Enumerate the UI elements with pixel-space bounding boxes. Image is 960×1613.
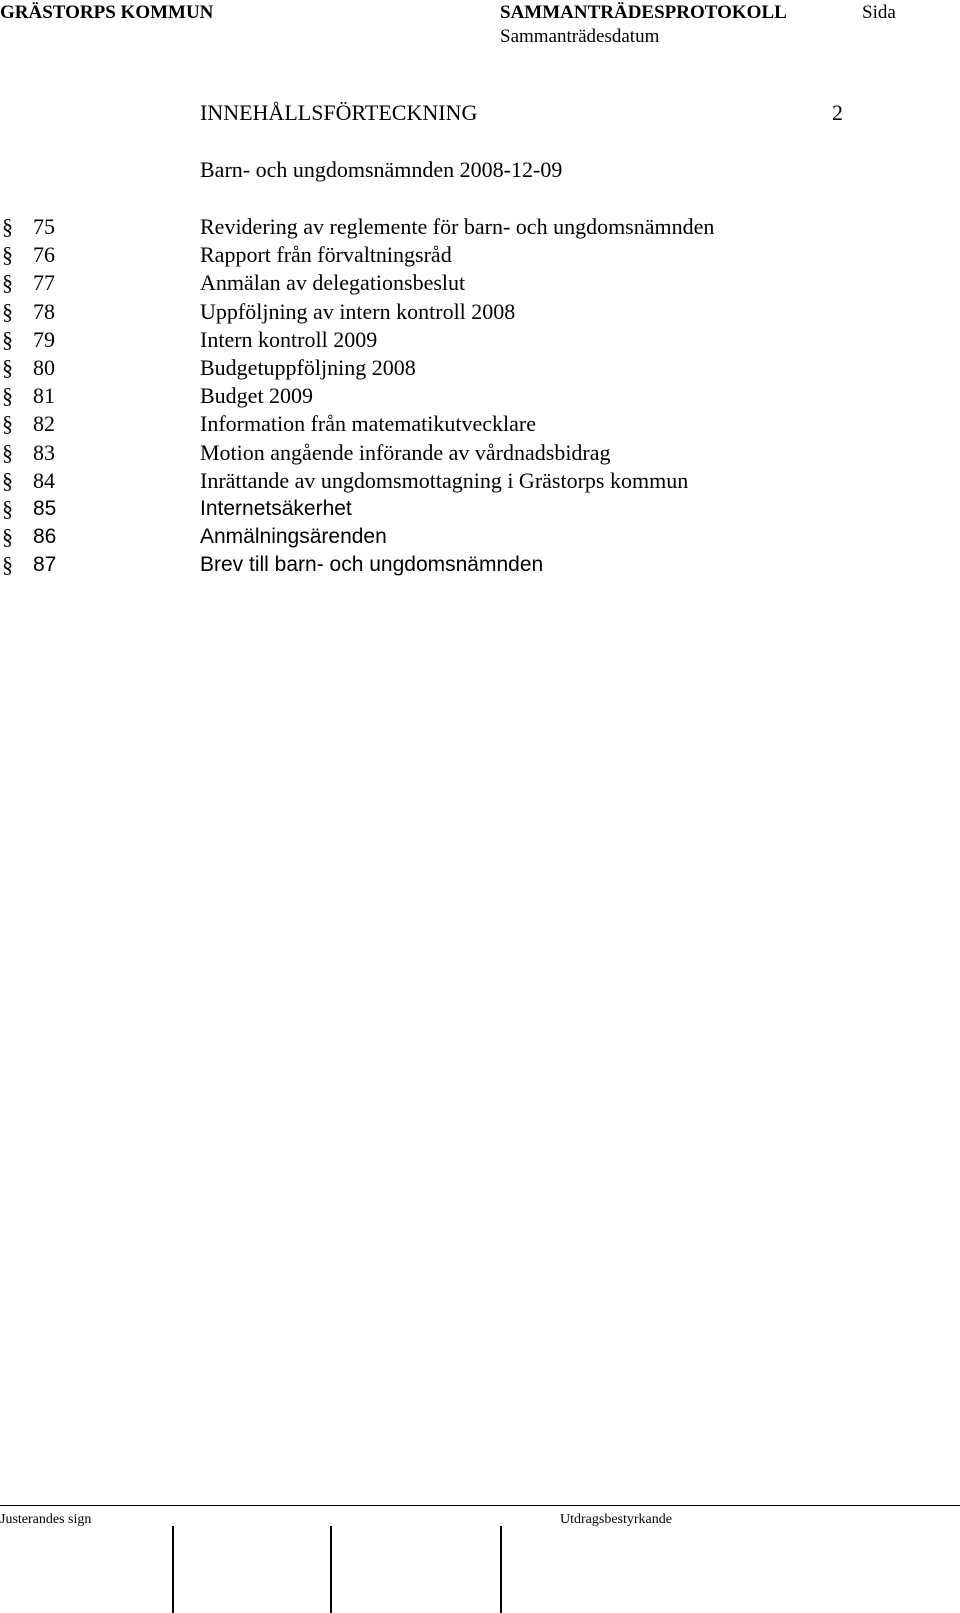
item-number: 84 xyxy=(33,467,55,493)
justerandes-sign-label: Justerandes sign xyxy=(0,1512,92,1527)
page-number: 2 xyxy=(832,100,843,125)
section-symbol: § xyxy=(2,214,13,239)
section-symbol: § xyxy=(2,552,13,578)
section-symbol: § xyxy=(2,411,13,437)
item-number: 78 xyxy=(33,298,55,324)
item-title: Information från matematikutvecklare xyxy=(200,411,536,437)
org-name: GRÄSTORPS KOMMUN xyxy=(0,2,214,23)
toc-item xyxy=(0,439,960,467)
item-title: Intern kontroll 2009 xyxy=(200,326,378,352)
toc-item xyxy=(0,523,960,551)
item-number: 77 xyxy=(33,270,55,296)
section-symbol: § xyxy=(2,326,13,352)
toc-item xyxy=(0,326,960,354)
item-number: 82 xyxy=(33,411,55,437)
item-title: Motion angående införande av vårdnadsbidrag xyxy=(200,439,611,465)
item-number: 80 xyxy=(33,354,55,380)
section-symbol: § xyxy=(2,495,13,521)
toc-title: INNEHÅLLSFÖRTECKNING xyxy=(200,100,478,125)
section-symbol: § xyxy=(2,298,13,324)
toc-item xyxy=(0,298,960,326)
toc-item xyxy=(0,495,960,523)
item-title: Budget 2009 xyxy=(200,383,314,409)
toc-item xyxy=(0,551,960,579)
item-title: Revidering av reglemente för barn- och ungdomsnämnden xyxy=(200,214,715,239)
section-symbol: § xyxy=(2,270,13,296)
toc-subtitle: Barn- och ungdomsnämnden 2008-12-09 xyxy=(200,157,563,182)
item-number: 79 xyxy=(33,326,55,352)
section-symbol: § xyxy=(2,383,13,409)
item-title: Anmälningsärenden xyxy=(200,525,387,549)
signature-box-divider xyxy=(172,1526,174,1613)
item-title: Brev till barn- och ungdomsnämnden xyxy=(200,553,544,577)
toc-item xyxy=(0,269,960,297)
toc-item xyxy=(0,382,960,410)
item-title: Uppföljning av intern kontroll 2008 xyxy=(200,298,516,324)
item-title: Rapport från förvaltningsråd xyxy=(200,242,452,268)
section-symbol: § xyxy=(2,354,13,380)
toc-item xyxy=(0,241,960,269)
signature-box-divider xyxy=(330,1526,332,1613)
item-number: 81 xyxy=(33,383,55,409)
item-title: Internetsäkerhet xyxy=(200,496,352,520)
item-number: 86 xyxy=(33,525,57,549)
page-label: Sida xyxy=(862,2,896,23)
item-number: 87 xyxy=(33,553,57,577)
section-symbol: § xyxy=(2,242,13,268)
item-title: Anmälan av delegationsbeslut xyxy=(200,270,466,296)
item-number: 76 xyxy=(33,242,55,268)
document-type: SAMMANTRÄDESPROTOKOLL xyxy=(500,2,787,23)
toc-item xyxy=(0,213,960,241)
item-number: 85 xyxy=(33,496,57,520)
section-symbol: § xyxy=(2,524,13,550)
section-symbol: § xyxy=(2,467,13,493)
item-title: Budgetuppföljning 2008 xyxy=(200,354,416,380)
meeting-date-label: Sammanträdesdatum xyxy=(500,26,660,47)
item-title: Inrättande av ungdomsmottagning i Grästorps kommun xyxy=(200,467,689,493)
toc-item xyxy=(0,410,960,438)
toc-item xyxy=(0,467,960,495)
footer-divider xyxy=(0,1505,960,1506)
utdragsbestyrkande-label: Utdragsbestyrkande xyxy=(560,1512,672,1527)
section-symbol: § xyxy=(2,439,13,465)
item-number: 83 xyxy=(33,439,55,465)
toc-item xyxy=(0,354,960,382)
toc-list xyxy=(0,213,960,579)
item-number: 75 xyxy=(33,214,55,239)
signature-box-divider xyxy=(500,1526,502,1613)
